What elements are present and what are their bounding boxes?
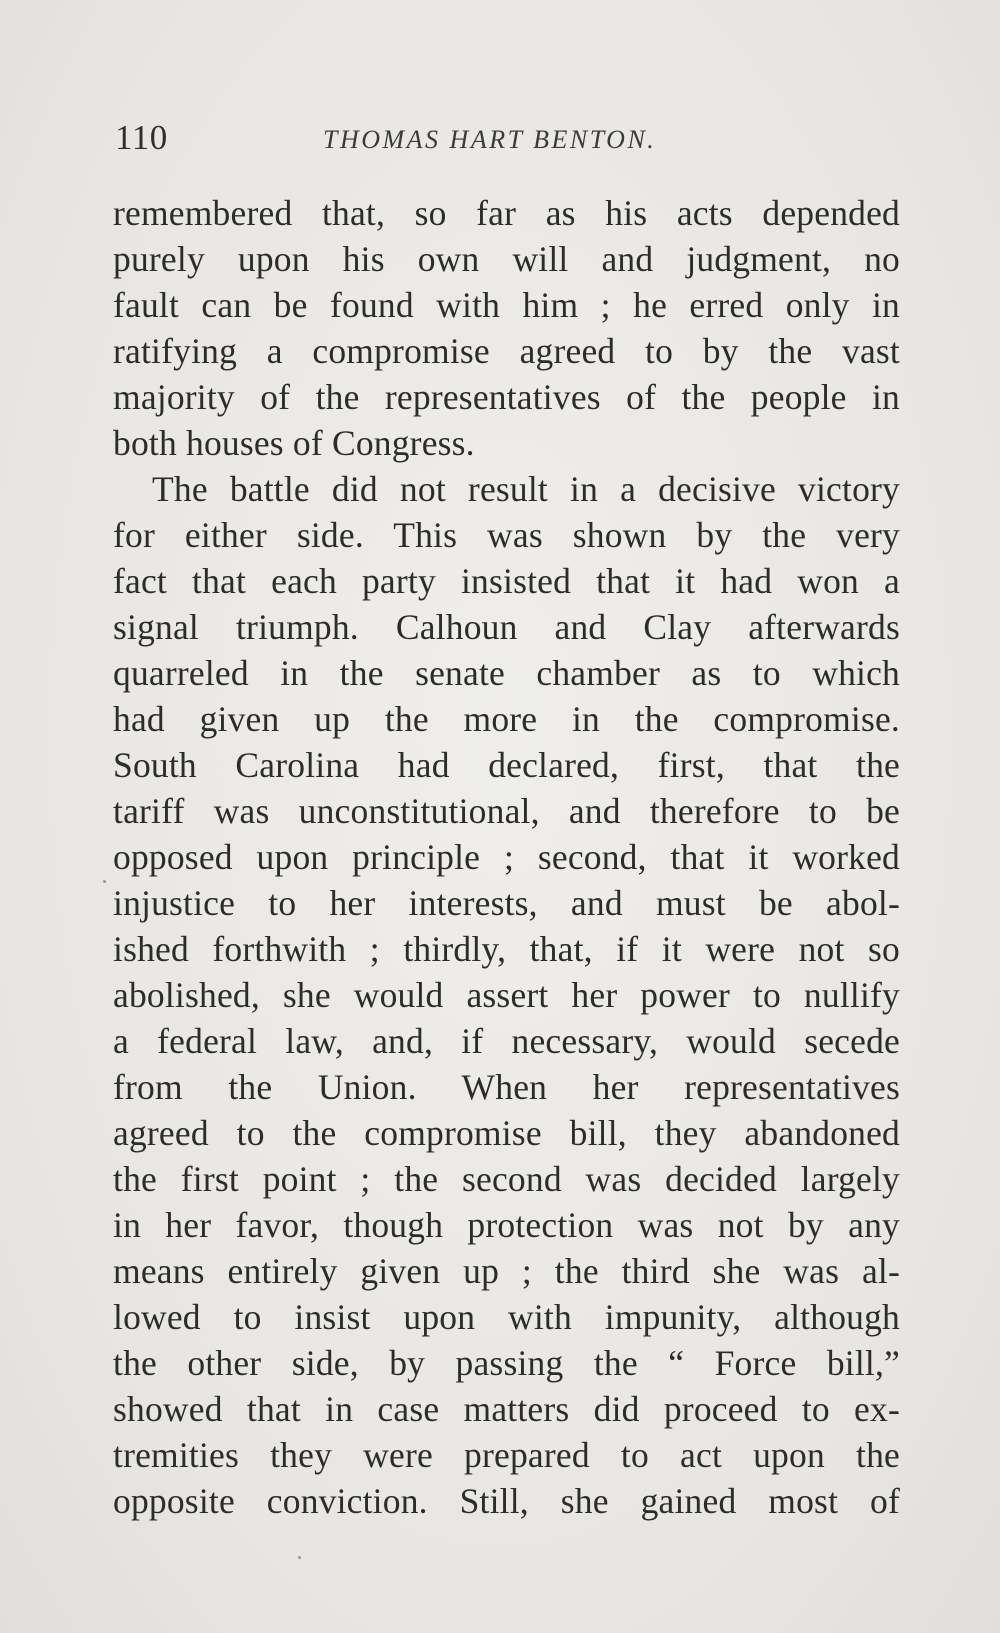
text-line: tariff was unconstitutional, and therefore to be xyxy=(113,791,900,831)
page-header xyxy=(115,118,905,168)
text-line: the first point ; the second was decided largely xyxy=(113,1159,900,1199)
text-line: in her favor, though protection was not by any xyxy=(113,1205,900,1245)
text-line: tremities they were prepared to act upon the xyxy=(113,1435,900,1475)
text-line: majority of the representatives of the people in xyxy=(113,377,900,417)
text-line: fault can be found with him ; he erred only in xyxy=(113,285,900,325)
text-line: a federal law, and, if necessary, would secede xyxy=(113,1021,900,1061)
text-line: signal triumph. Calhoun and Clay afterwards xyxy=(113,607,900,647)
text-line: the other side, by passing the “ Force bill,” xyxy=(113,1343,900,1383)
text-line: from the Union. When her representatives xyxy=(113,1067,900,1107)
text-line: opposed upon principle ; second, that it worked xyxy=(113,837,900,877)
text-line: agreed to the compromise bill, they abandoned xyxy=(113,1113,900,1153)
text-line: for either side. This was shown by the very xyxy=(113,515,900,555)
text-line: fact that each party insisted that it had won a xyxy=(113,561,900,601)
text-line: opposite conviction. Still, she gained most of xyxy=(113,1481,900,1521)
text-line: means entirely given up ; the third she was al- xyxy=(113,1251,900,1291)
text-line: both houses of Congress. xyxy=(113,423,475,463)
text-line: South Carolina had declared, first, that the xyxy=(113,745,900,785)
text-line: ished forthwith ; thirdly, that, if it were not so xyxy=(113,929,900,969)
body-text xyxy=(113,190,900,1524)
text-line: purely upon his own will and judgment, no xyxy=(113,239,900,279)
running-head: THOMAS HART BENTON. xyxy=(323,125,657,154)
text-line: injustice to her interests, and must be abol- xyxy=(113,883,900,923)
text-line: had given up the more in the compromise. xyxy=(113,699,900,739)
text-line: The battle did not result in a decisive victory xyxy=(152,469,900,509)
paper-speck xyxy=(298,1556,301,1559)
paper-speck xyxy=(103,880,106,883)
text-line: showed that in case matters did proceed to ex- xyxy=(113,1389,900,1429)
text-line: abolished, she would assert her power to nullify xyxy=(113,975,900,1015)
text-line: ratifying a compromise agreed to by the vast xyxy=(113,331,900,371)
text-line: quarreled in the senate chamber as to which xyxy=(113,653,900,693)
text-line: remembered that, so far as his acts depended xyxy=(113,193,900,233)
page-number: 110 xyxy=(115,118,168,157)
text-line: lowed to insist upon with impunity, although xyxy=(113,1297,900,1337)
